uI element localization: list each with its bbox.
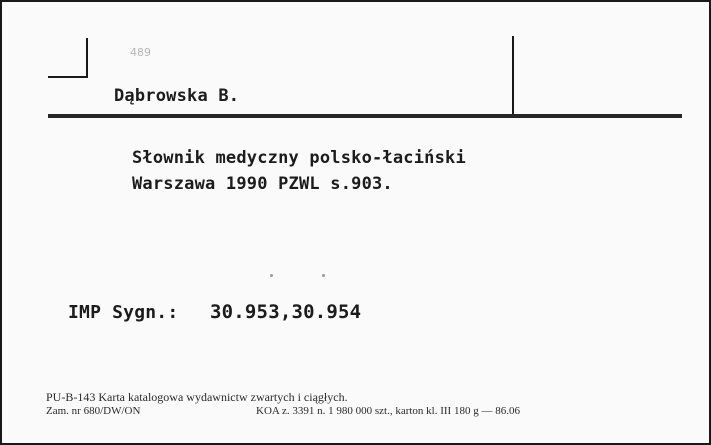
call-numbers: 30.953,30.954	[210, 301, 362, 323]
pencil-mark: 489	[130, 46, 151, 59]
corner-bracket-horizontal	[48, 76, 88, 78]
ink-speck	[270, 274, 273, 277]
horizontal-rule	[48, 114, 682, 118]
ink-speck	[322, 274, 325, 277]
corner-bracket-vertical	[86, 38, 88, 78]
footer-form-line: PU-B-143 Karta katalogowa wydawnictw zwartych i ciągłych.	[46, 390, 348, 404]
footer-print-details: KOA z. 3391 n. 1 980 000 szt., karton kl. III 180 g — 86.06	[256, 405, 520, 417]
author-heading: Dąbrowska B.	[114, 86, 240, 106]
footer-order-number: Zam. nr 680/DW/ON	[46, 405, 141, 417]
call-number-label: IMP Sygn.:	[68, 302, 179, 323]
imprint-line: Warszawa 1990 PZWL s.903.	[132, 174, 393, 194]
title-line: Słownik medyczny polsko-łaciński	[132, 148, 466, 168]
vertical-divider	[512, 36, 514, 114]
